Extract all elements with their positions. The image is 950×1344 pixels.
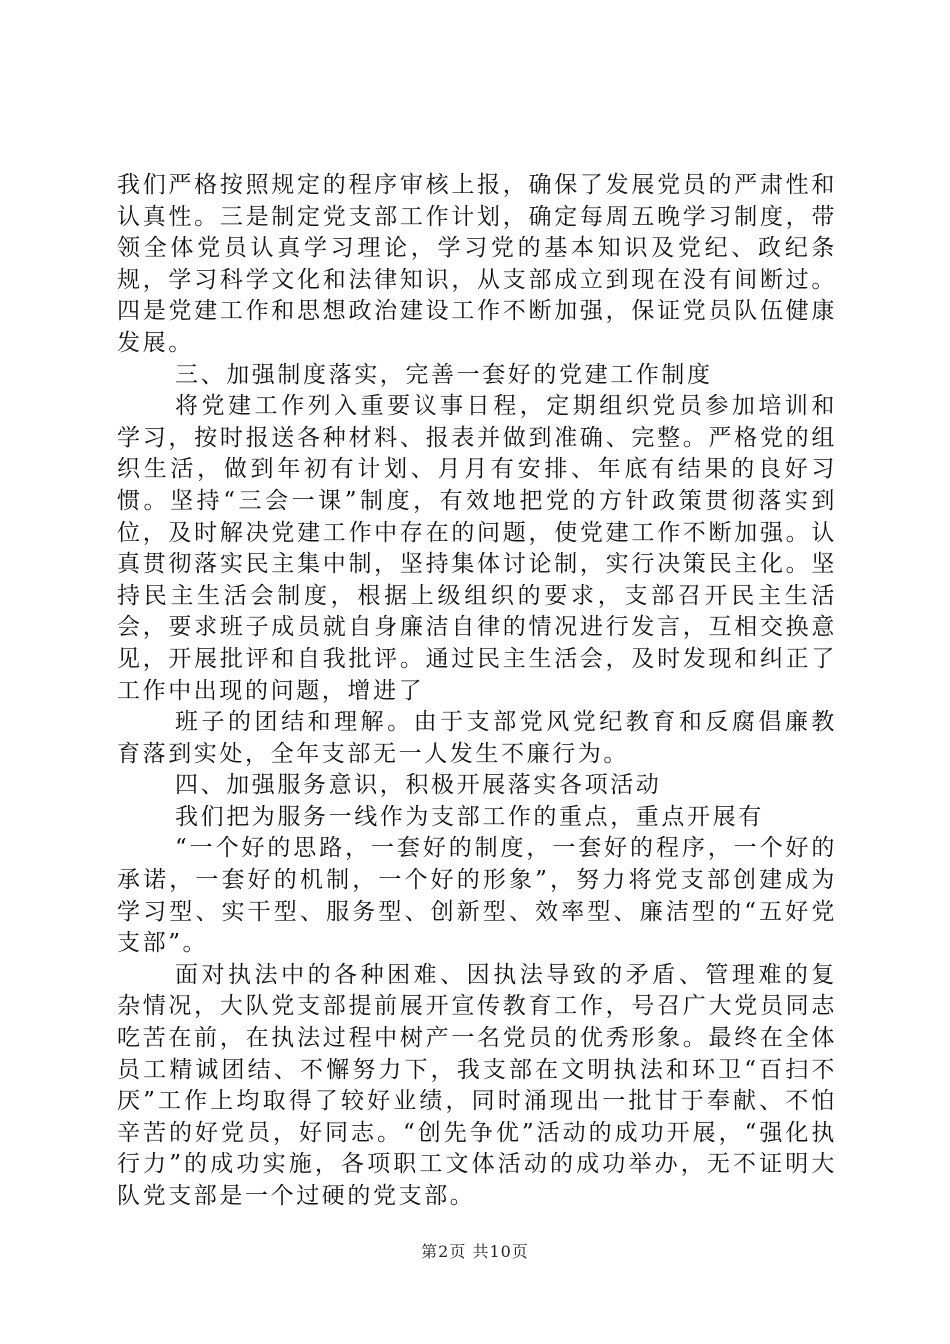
paragraph-1: 我们严格按照规定的程序审核上报，确保了发展党员的严肃性和认真性。三是制定党支部工作计划，确定每周五晚学习制度，带领全体党员认真学习理论，学习党的基本知识及党纪、政纪条规，学习科学文化和法律知识，从支部成立到现在没有间断过。四是党建工作和思想政治建设工作不断加强，保证党员队伍健康发展。 [117,172,837,356]
paragraph-4: 我们把为服务一线作为支部工作的重点，重点开展有 [175,803,764,830]
paragraph-6: 面对执法中的各种困难、因执法导致的矛盾、管理难的复杂情况，大队党支部提前展开宣传教育工作，号召广大党员同志吃苦在前，在执法过程中树产一名党员的优秀形象。最终在全体员工精诚团结、不懈努力下，我支部在文明执法和环卫“百扫不厌”工作上均取得了较好业绩，同时涌现出一批甘于奉献、不怕辛苦的好党员，好同志。“创先争优”活动的成功开展，“强化执行力”的成功实施，各项职工文体活动的成功举办，无不证明大队党支部是一个过硬的党支部。 [117,961,837,1209]
document-body [117,170,837,1213]
paragraph-2: 将党建工作列入重要议事日程，定期组织党员参加培训和学习，按时报送各种材料、报表并做到准确、完整。严格党的组织生活，做到年初有计划、月月有安排、年底有结果的良好习惯。坚持“三会一课”制度，有效地把党的方针政策贯彻落实到位，及时解决党建工作中存在的问题，使党建工作不断加强。认真贯彻落实民主集中制，坚持集体讨论制，实行决策民主化。坚持民主生活会制度，根据上级组织的要求，支部召开民主生活会，要求班子成员就自身廉洁自律的情况进行发言，互相交换意见，开展批评和自我批评。通过民主生活会，及时发现和纠正了工作中出现的问题，增进了 [117,393,837,704]
page-number-footer: 第2页 共10页 [421,1242,529,1261]
section-heading-4: 四、加强服务意识，积极开展落实各项活动 [175,772,662,799]
paragraph-5: “一个好的思路，一套好的制度，一套好的程序，一个好的承诺，一套好的机制，一个好的形象”，努力将党支部创建成为学习型、实干型、服务型、创新型、效率型、廉洁型的“五好党支部”。 [117,835,837,957]
paragraph-3: 班子的团结和理解。由于支部党风党纪教育和反腐倡廉教育落到实处，全年支部无一人发生不廉行为。 [117,709,837,767]
section-heading-3: 三、加强制度落实，完善一套好的党建工作制度 [175,361,713,388]
